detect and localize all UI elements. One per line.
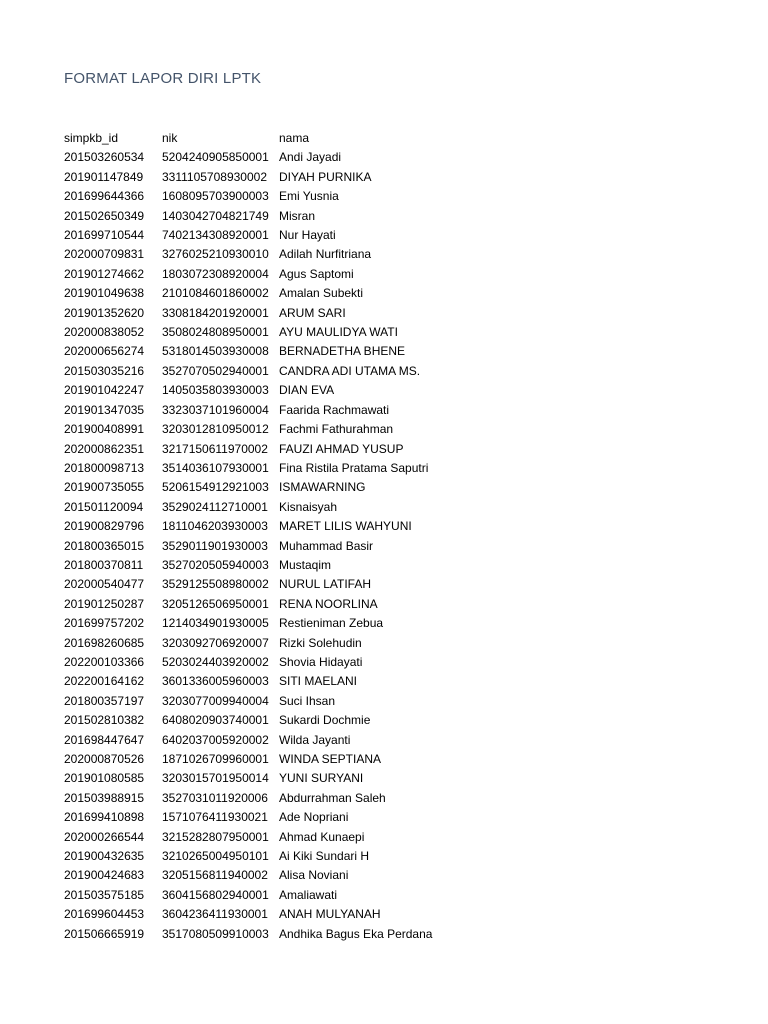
cell-simpkb-id: 202000862351	[64, 441, 145, 456]
cell-nama: NURUL LATIFAH	[279, 577, 372, 592]
cell-simpkb-id: 201900432635	[64, 849, 145, 864]
cell-nama: FAUZI AHMAD YUSUP	[279, 441, 404, 456]
table-row	[64, 381, 479, 400]
cell-simpkb-id: 202000540477	[64, 577, 145, 592]
cell-nik: 3205156811940002	[162, 868, 268, 883]
cell-simpkb-id: 201800370811	[64, 557, 144, 572]
table-row	[64, 769, 479, 788]
cell-nik: 1571076411930021	[162, 810, 268, 825]
cell-nama: Amaliawati	[279, 887, 338, 902]
cell-nik: 3604236411930001	[162, 907, 268, 922]
table-row	[64, 925, 479, 944]
cell-simpkb-id: 201901042247	[64, 383, 145, 398]
table-row	[64, 634, 479, 653]
cell-nama: Kisnaisyah	[279, 499, 338, 514]
table-row	[64, 614, 479, 633]
table-row	[64, 692, 479, 711]
column-header-nama: nama	[279, 131, 310, 145]
cell-simpkb-id: 202000266544	[64, 829, 145, 844]
cell-simpkb-id: 201698260685	[64, 635, 145, 650]
cell-nama: BERNADETHA BHENE	[279, 344, 406, 359]
cell-nik: 3508024808950001	[162, 325, 269, 340]
cell-nik: 3527070502940001	[162, 363, 269, 378]
table-row	[64, 420, 479, 439]
table-row	[64, 342, 479, 361]
cell-nama: Ai Kiki Sundari H	[279, 849, 370, 864]
table-row	[64, 828, 479, 847]
table-row	[64, 226, 479, 245]
table-row	[64, 672, 479, 691]
cell-nama: Faarida Rachmawati	[279, 402, 390, 417]
cell-simpkb-id: 201699710544	[64, 228, 145, 243]
cell-simpkb-id: 201698447647	[64, 732, 145, 747]
cell-nik: 3217150611970002	[162, 441, 268, 456]
cell-simpkb-id: 201503575185	[64, 887, 145, 902]
cell-nama: MARET LILIS WAHYUNI	[279, 519, 412, 534]
table-row	[64, 653, 479, 672]
cell-nama: YUNI SURYANI	[279, 771, 364, 786]
cell-nik: 3210265004950101	[162, 849, 269, 864]
cell-nik: 3215282807950001	[162, 829, 269, 844]
cell-nama: Emi Yusnia	[279, 189, 339, 204]
cell-nama: Restieniman Zebua	[279, 616, 384, 631]
table-row	[64, 537, 479, 556]
table-row	[64, 440, 479, 459]
cell-nik: 1811046203930003	[162, 519, 268, 534]
table-row	[64, 207, 479, 226]
cell-nik: 3529125508980002	[162, 577, 269, 592]
cell-nama: Muhammad Basir	[279, 538, 374, 553]
cell-simpkb-id: 201900829796	[64, 519, 145, 534]
table-row	[64, 556, 479, 575]
table-row	[64, 304, 479, 323]
table-row	[64, 517, 479, 536]
table-row	[64, 245, 479, 264]
cell-nik: 2101084601860002	[162, 286, 269, 301]
table-row	[64, 187, 479, 206]
table-header	[64, 129, 479, 148]
cell-nik: 3514036107930001	[162, 460, 269, 475]
cell-nama: ANAH MULYANAH	[279, 907, 381, 922]
table-row	[64, 168, 479, 187]
table-row	[64, 401, 479, 420]
cell-nik: 5204240905850001	[162, 150, 269, 165]
cell-simpkb-id: 201503260534	[64, 150, 145, 165]
cell-nik: 3527020505940003	[162, 557, 269, 572]
cell-nama: Adilah Nurfitriana	[279, 247, 372, 262]
cell-simpkb-id: 201506665919	[64, 926, 145, 941]
cell-nik: 3203092706920007	[162, 635, 269, 650]
table-row	[64, 575, 479, 594]
table-row	[64, 847, 479, 866]
cell-nama: Abdurrahman Saleh	[279, 790, 386, 805]
cell-nik: 3205126506950001	[162, 596, 269, 611]
cell-nik: 3529011901930003	[162, 538, 268, 553]
column-header-nik: nik	[162, 131, 178, 145]
cell-nik: 1871026709960001	[162, 752, 269, 766]
table-row	[64, 808, 479, 827]
cell-simpkb-id: 202200164162	[64, 674, 145, 689]
cell-nama: Fina Ristila Pratama Saputri	[279, 460, 429, 475]
cell-nik: 3527031011920006	[162, 790, 268, 805]
cell-simpkb-id: 201800365015	[64, 538, 145, 553]
table-row	[64, 866, 479, 885]
cell-simpkb-id: 202000656274	[64, 344, 145, 359]
cell-simpkb-id: 201501120094	[64, 499, 144, 514]
table-row	[64, 362, 479, 381]
cell-nik: 3203077009940004	[162, 693, 269, 708]
cell-simpkb-id: 201900408991	[64, 422, 145, 437]
cell-nama: Nur Hayati	[279, 228, 336, 243]
cell-nik: 1608095703900003	[162, 189, 269, 204]
cell-simpkb-id: 201502810382	[64, 713, 145, 728]
table-row	[64, 284, 479, 303]
cell-simpkb-id: 201901147849	[64, 169, 144, 184]
cell-nik: 3203015701950014	[162, 771, 269, 786]
cell-nama: Shovia Hidayati	[279, 654, 363, 669]
cell-nama: DIYAH PURNIKA	[279, 169, 372, 184]
cell-simpkb-id: 201699644366	[64, 189, 145, 204]
cell-simpkb-id: 201699604453	[64, 907, 145, 922]
column-header-simpkb-id: simpkb_id	[64, 131, 119, 145]
cell-nik: 3308184201920001	[162, 305, 269, 320]
cell-nik: 1403042704821749	[162, 208, 269, 223]
cell-simpkb-id: 201901250287	[64, 596, 145, 611]
cell-nik: 3604156802940001	[162, 887, 269, 902]
cell-nama: Misran	[279, 208, 316, 223]
table-row	[64, 148, 479, 167]
cell-simpkb-id: 201900424683	[64, 868, 145, 883]
table-row	[64, 478, 479, 497]
cell-nik: 3529024112710001	[162, 499, 268, 514]
cell-simpkb-id: 201901352620	[64, 305, 145, 320]
cell-nama: WINDA SEPTIANA	[279, 752, 382, 766]
cell-nik: 6408020903740001	[162, 713, 269, 728]
cell-nama: DIAN EVA	[279, 383, 335, 398]
cell-nik: 1214034901930005	[162, 616, 269, 631]
cell-nama: AYU MAULIDYA WATI	[279, 325, 398, 340]
cell-nik: 3323037101960004	[162, 402, 269, 417]
cell-simpkb-id: 201901347035	[64, 402, 145, 417]
cell-nama: Ade Nopriani	[279, 810, 349, 825]
cell-simpkb-id: 201503988915	[64, 790, 145, 805]
cell-nama: Fachmi Fathurahman	[279, 422, 394, 437]
cell-nama: Agus Saptomi	[279, 266, 354, 281]
cell-simpkb-id: 201502650349	[64, 208, 145, 223]
cell-nik: 1803072308920004	[162, 266, 269, 281]
cell-nama: Andi Jayadi	[279, 150, 342, 165]
cell-nik: 3203012810950012	[162, 422, 269, 437]
cell-nik: 1405035803930003	[162, 383, 269, 398]
cell-nama: Ahmad Kunaepi	[279, 829, 365, 844]
cell-nama: SITI MAELANI	[279, 674, 358, 689]
table-row	[64, 265, 479, 284]
cell-nama: Alisa Noviani	[279, 868, 349, 883]
table-header-row	[64, 129, 479, 148]
cell-nik: 6402037005920002	[162, 732, 269, 747]
cell-nama: ISMAWARNING	[279, 480, 366, 495]
table-row	[64, 731, 479, 750]
cell-simpkb-id: 201900735055	[64, 480, 145, 495]
cell-nik: 5203024403920002	[162, 654, 269, 669]
cell-nama: Wilda Jayanti	[279, 732, 351, 747]
cell-nik: 5206154912921003	[162, 480, 269, 495]
table-row	[64, 323, 479, 342]
cell-simpkb-id: 201901080585	[64, 771, 145, 786]
cell-nama: Andhika Bagus Eka Perdana	[279, 926, 433, 941]
cell-nik: 3517080509910003	[162, 926, 269, 941]
data-table	[64, 129, 479, 944]
cell-nik: 5318014503930008	[162, 344, 269, 359]
table-row	[64, 789, 479, 808]
cell-simpkb-id: 202000838052	[64, 325, 145, 340]
cell-simpkb-id: 201901274662	[64, 266, 145, 281]
cell-nama: Sukardi Dochmie	[279, 713, 371, 728]
cell-simpkb-id: 201503035216	[64, 363, 145, 378]
cell-nama: Amalan Subekti	[279, 286, 364, 301]
cell-simpkb-id: 202000709831	[64, 247, 145, 262]
table-row	[64, 905, 479, 924]
cell-simpkb-id: 202000870526	[64, 752, 145, 766]
table-body	[64, 148, 479, 944]
cell-nama: Suci Ihsan	[279, 693, 336, 708]
table-row	[64, 459, 479, 478]
cell-nama: CANDRA ADI UTAMA MS.	[279, 363, 421, 378]
cell-simpkb-id: 201901049638	[64, 286, 145, 301]
table-row	[64, 750, 479, 769]
table-row	[64, 886, 479, 905]
cell-simpkb-id: 201699410898	[64, 810, 145, 825]
table-row	[64, 595, 479, 614]
cell-simpkb-id: 201800357197	[64, 693, 145, 708]
cell-nama: ARUM SARI	[279, 305, 346, 320]
cell-nama: Mustaqim	[279, 557, 332, 572]
cell-nama: Rizki Solehudin	[279, 635, 362, 650]
document-title: FORMAT LAPOR DIRI LPTK	[64, 70, 262, 87]
cell-simpkb-id: 201699757202	[64, 616, 145, 631]
cell-nik: 7402134308920001	[162, 228, 269, 243]
table-row	[64, 498, 479, 517]
table-row	[64, 711, 479, 730]
cell-nama: RENA NOORLINA	[279, 596, 378, 611]
cell-nik: 3276025210930010	[162, 247, 269, 262]
cell-nik: 3601336005960003	[162, 674, 269, 689]
cell-nik: 3311105708930002	[162, 169, 267, 184]
cell-simpkb-id: 201800098713	[64, 460, 145, 475]
cell-simpkb-id: 202200103366	[64, 654, 145, 669]
